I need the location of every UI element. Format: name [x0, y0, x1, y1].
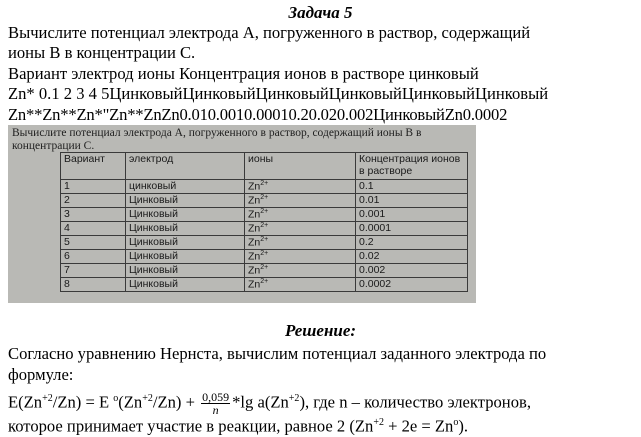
header-concentration: Концентрация ионов в растворе: [356, 153, 468, 180]
solution-title: Решение:: [284, 321, 357, 340]
task-text-line-3: Вариант электрод ионы Концентрация ионов в растворе цинковый: [8, 64, 479, 83]
cell-variant-text: 2: [64, 194, 70, 206]
header-variant: Вариант: [61, 153, 126, 180]
task-table-photo: [8, 125, 476, 303]
cell-electrode: [126, 250, 245, 264]
cell-variant: [61, 222, 126, 236]
cell-variant: [61, 180, 126, 194]
ion-charge: 2+: [260, 180, 269, 187]
ion-charge: 2+: [260, 236, 269, 243]
ion-charge: 2+: [260, 222, 269, 229]
cell-electrode-text: Цинковый: [129, 208, 178, 220]
cell-variant-text: 8: [64, 278, 70, 290]
ion-charge: 2+: [260, 264, 269, 271]
cell-concentration: [356, 194, 468, 208]
photo-caption: Вычислите потенциал электрода A, погруженного в раствор, содержащий ионы B в концентрации C.: [12, 127, 422, 152]
table-row: [61, 208, 468, 222]
cell-concentration: [356, 208, 468, 222]
cell-variant: [61, 250, 126, 264]
table-body: [61, 180, 468, 292]
ion-charge: 2+: [260, 194, 269, 201]
cell-electrode: [126, 208, 245, 222]
fraction-denominator: n: [212, 403, 219, 418]
cell-variant-text: 5: [64, 236, 70, 248]
formula-charge: +2: [42, 393, 53, 404]
formula-part: /Zn) = E: [52, 392, 114, 412]
task-text-line-1: Вычислите потенциал электрода A, погруженного в раствор, содержащий: [8, 23, 531, 42]
task-text-line-5: Zn**Zn**Zn*"Zn**ZnZn0.010.0010.00010.20.020.002ЦинковыйZn0.0002: [8, 105, 508, 124]
cell-ion: [245, 180, 356, 194]
cell-ion: [245, 236, 356, 250]
last-line-charge: +2: [373, 417, 384, 428]
cell-ion: [245, 208, 356, 222]
formula-part: /Zn) +: [152, 392, 200, 412]
cell-electrode-text: Цинковый: [129, 222, 178, 234]
table-header-row: [61, 153, 468, 180]
table-row: [61, 194, 468, 208]
cell-concentration-text: 0.0002: [359, 278, 392, 290]
last-line-part: + 2e = Zn: [383, 416, 454, 436]
cell-variant-text: 7: [64, 264, 70, 276]
cell-electrode-text: Цинковый: [129, 236, 178, 248]
task-title: Задача 5: [288, 3, 353, 22]
table-row: [61, 250, 468, 264]
table-row: [61, 236, 468, 250]
cell-ion: [245, 222, 356, 236]
cell-ion-text: Zn: [248, 250, 261, 263]
cell-concentration: [356, 278, 468, 292]
cell-electrode-text: Цинковый: [129, 264, 178, 276]
table-row: [61, 278, 468, 292]
fraction-numerator: 0,059: [202, 390, 230, 405]
header-ions: ионы: [245, 153, 356, 180]
cell-ion: [245, 250, 356, 264]
cell-concentration-text: 0.002: [359, 264, 386, 276]
cell-ion-text: Zn: [248, 194, 261, 207]
formula-part: *lg a(Zn: [232, 392, 289, 412]
cell-ion: [245, 278, 356, 292]
cell-ion: [245, 264, 356, 278]
cell-concentration-text: 0.001: [359, 208, 386, 220]
cell-concentration-text: 0.0001: [359, 222, 392, 234]
last-line-degree: o: [453, 417, 459, 428]
cell-concentration: [356, 222, 468, 236]
cell-concentration-text: 0.2: [359, 236, 374, 248]
table-row: [61, 222, 468, 236]
solution-line-2: формуле:: [8, 365, 74, 384]
cell-electrode: [126, 180, 245, 194]
cell-variant: [61, 236, 126, 250]
ion-charge: 2+: [260, 278, 269, 285]
cell-electrode: [126, 264, 245, 278]
cell-electrode-text: Цинковый: [129, 278, 178, 290]
cell-concentration: [356, 264, 468, 278]
cell-variant-text: 4: [64, 222, 70, 234]
variants-table: [60, 152, 468, 292]
last-line-part: которое принимает участие в реакции, равное 2 (Zn: [8, 416, 374, 436]
cell-variant-text: 6: [64, 250, 70, 262]
cell-variant: [61, 264, 126, 278]
cell-electrode: [126, 222, 245, 236]
cell-ion-text: Zn: [248, 208, 261, 221]
formula-charge: +2: [288, 393, 300, 404]
cell-variant: [61, 194, 126, 208]
last-line-part: ).: [458, 416, 469, 436]
formula-charge: +2: [142, 393, 153, 404]
ion-charge: 2+: [260, 250, 269, 257]
solution-line-last: [8, 413, 468, 437]
cell-concentration-text: 0.01: [359, 194, 380, 206]
task-text-line-4: Zn* 0.1 2 3 4 5ЦинковыйЦинковыйЦинковыйЦинковыйЦинковыйЦинковый: [8, 84, 549, 103]
cell-electrode: [126, 236, 245, 250]
cell-ion-text: Zn: [248, 264, 261, 277]
cell-variant-text: 1: [64, 180, 70, 192]
formula-part: (Zn: [118, 392, 143, 412]
formula-part: ), где n – количество электронов,: [299, 392, 531, 412]
cell-concentration: [356, 180, 468, 194]
cell-concentration: [356, 236, 468, 250]
ion-charge: 2+: [260, 208, 269, 215]
cell-electrode: [126, 194, 245, 208]
solution-line-1: Согласно уравнению Нернста, вычислим потенциал заданного электрода по: [8, 344, 547, 363]
cell-variant: [61, 208, 126, 222]
header-electrode: электрод: [126, 153, 245, 180]
cell-electrode-text: Цинковый: [129, 194, 178, 206]
cell-ion-text: Zn: [248, 278, 261, 291]
cell-concentration-text: 0.1: [359, 180, 374, 192]
cell-electrode: [126, 278, 245, 292]
cell-ion-text: Zn: [248, 236, 261, 249]
cell-variant: [61, 278, 126, 292]
cell-ion: [245, 194, 356, 208]
formula-degree: o: [113, 393, 119, 404]
cell-variant-text: 3: [64, 208, 70, 220]
cell-electrode-text: Цинковый: [129, 250, 178, 262]
formula-part: E(Zn: [8, 392, 43, 412]
task-text-line-2: ионы B в концентрации C.: [8, 43, 196, 62]
cell-concentration-text: 0.02: [359, 250, 380, 262]
cell-ion-text: Zn: [248, 222, 261, 235]
cell-electrode-text: цинковый: [129, 180, 177, 192]
cell-concentration: [356, 250, 468, 264]
cell-ion-text: Zn: [248, 180, 261, 193]
table-row: [61, 180, 468, 194]
table-row: [61, 264, 468, 278]
